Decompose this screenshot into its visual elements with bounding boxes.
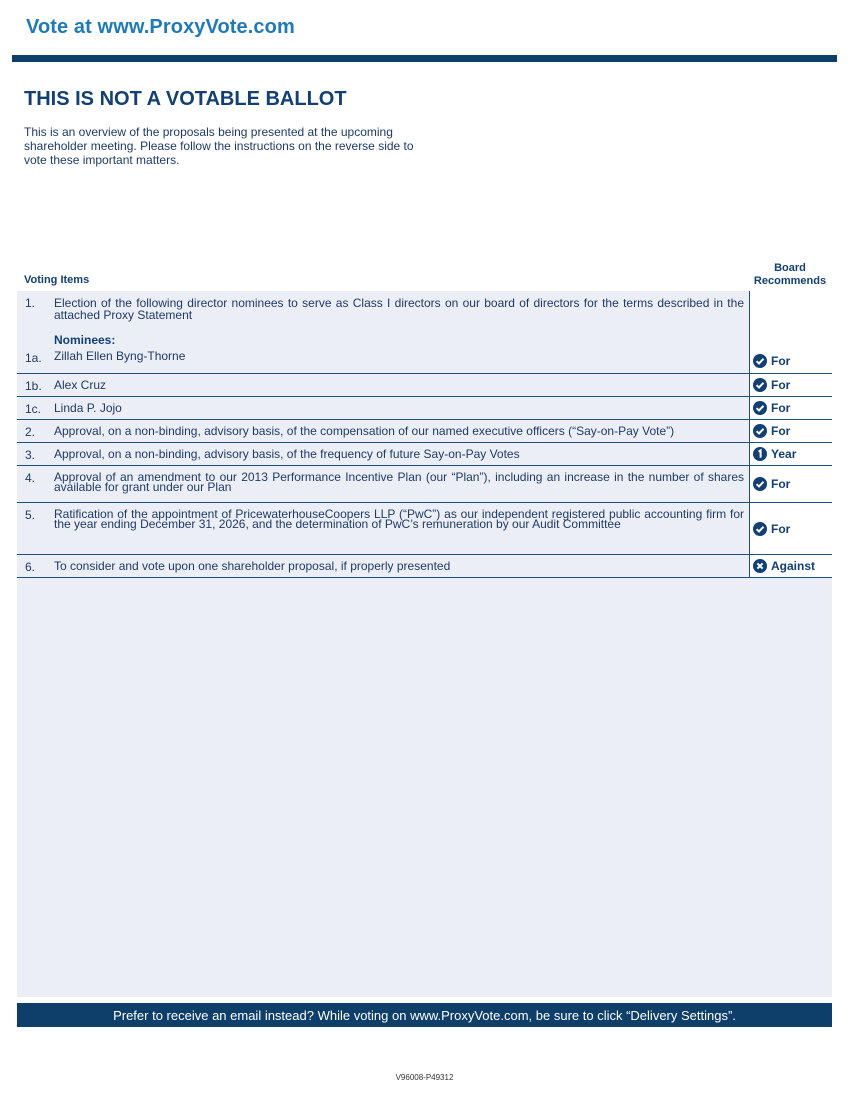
- voting-items-header: Voting Items: [24, 274, 90, 286]
- board-recommends-header: Board Recommends: [753, 262, 827, 287]
- page-title: THIS IS NOT A VOTABLE BALLOT: [24, 88, 347, 110]
- recommendation-for: For: [749, 397, 832, 419]
- voting-item-3: 3. Approval, on a non-binding, advisory basis, of the frequency of future Say-on-Pay Votes Year: [17, 443, 832, 466]
- recommendation-for: For: [749, 337, 832, 373]
- recommendation-for: For: [749, 466, 832, 502]
- nominees-label: Nominees:: [54, 333, 116, 347]
- check-circle-icon: [753, 354, 767, 368]
- check-circle-icon: [753, 477, 767, 491]
- recommendation-empty: [749, 291, 832, 337]
- voting-item-1a: 1a. Zillah Ellen Byng-Thorne For: [17, 337, 832, 374]
- proxyvote-link[interactable]: Vote at www.ProxyVote.com: [26, 16, 295, 38]
- voting-items-table: [17, 291, 832, 578]
- check-circle-icon: [753, 401, 767, 415]
- voting-item-2: 2. Approval, on a non-binding, advisory basis, of the compensation of our named executive officers (“Say-on-Pay Vote”) For: [17, 420, 832, 443]
- number-one-circle-icon: [753, 447, 767, 461]
- check-circle-icon: [753, 424, 767, 438]
- document-code: V96008-P49312: [395, 1073, 454, 1082]
- voting-item-1: 1. Election of the following director nominees to serve as Class I directors on our board of directors for the terms described in the attached Proxy Statement Nominees:: [17, 291, 832, 337]
- recommendation-for: For: [749, 503, 832, 554]
- header-rule: [12, 55, 837, 62]
- x-circle-icon: [753, 559, 767, 573]
- email-delivery-banner: Prefer to receive an email instead? While voting on www.ProxyVote.com, be sure to click “Delivery Settings”.: [17, 1003, 832, 1027]
- voting-item-4: 4. Approval of an amendment to our 2013 Performance Incentive Plan (our “Plan”), including an increase in the number of shares available for grant under our Plan For: [17, 466, 832, 503]
- voting-item-1b: 1b. Alex Cruz For: [17, 374, 832, 397]
- recommendation-year: Year: [749, 443, 832, 465]
- check-circle-icon: [753, 378, 767, 392]
- voting-item-6: 6. To consider and vote upon one shareholder proposal, if properly presented Against: [17, 555, 832, 578]
- recommendation-for: For: [749, 374, 832, 396]
- recommendation-for: For: [749, 420, 832, 442]
- voting-item-1c: 1c. Linda P. Jojo For: [17, 397, 832, 420]
- voting-item-5: 5. Ratification of the appointment of PricewaterhouseCoopers LLP (“PwC”) as our independent registered public accounting firm for the year ending December 31, 2026, and the determination of PwC’s remuneration by our Audit Committee For: [17, 503, 832, 555]
- recommendation-against: Against: [749, 555, 832, 577]
- intro-text: This is an overview of the proposals being presented at the upcoming shareholder meeting. Please follow the instructions on the reverse side to vote these important matters.: [24, 125, 414, 167]
- check-circle-icon: [753, 522, 767, 536]
